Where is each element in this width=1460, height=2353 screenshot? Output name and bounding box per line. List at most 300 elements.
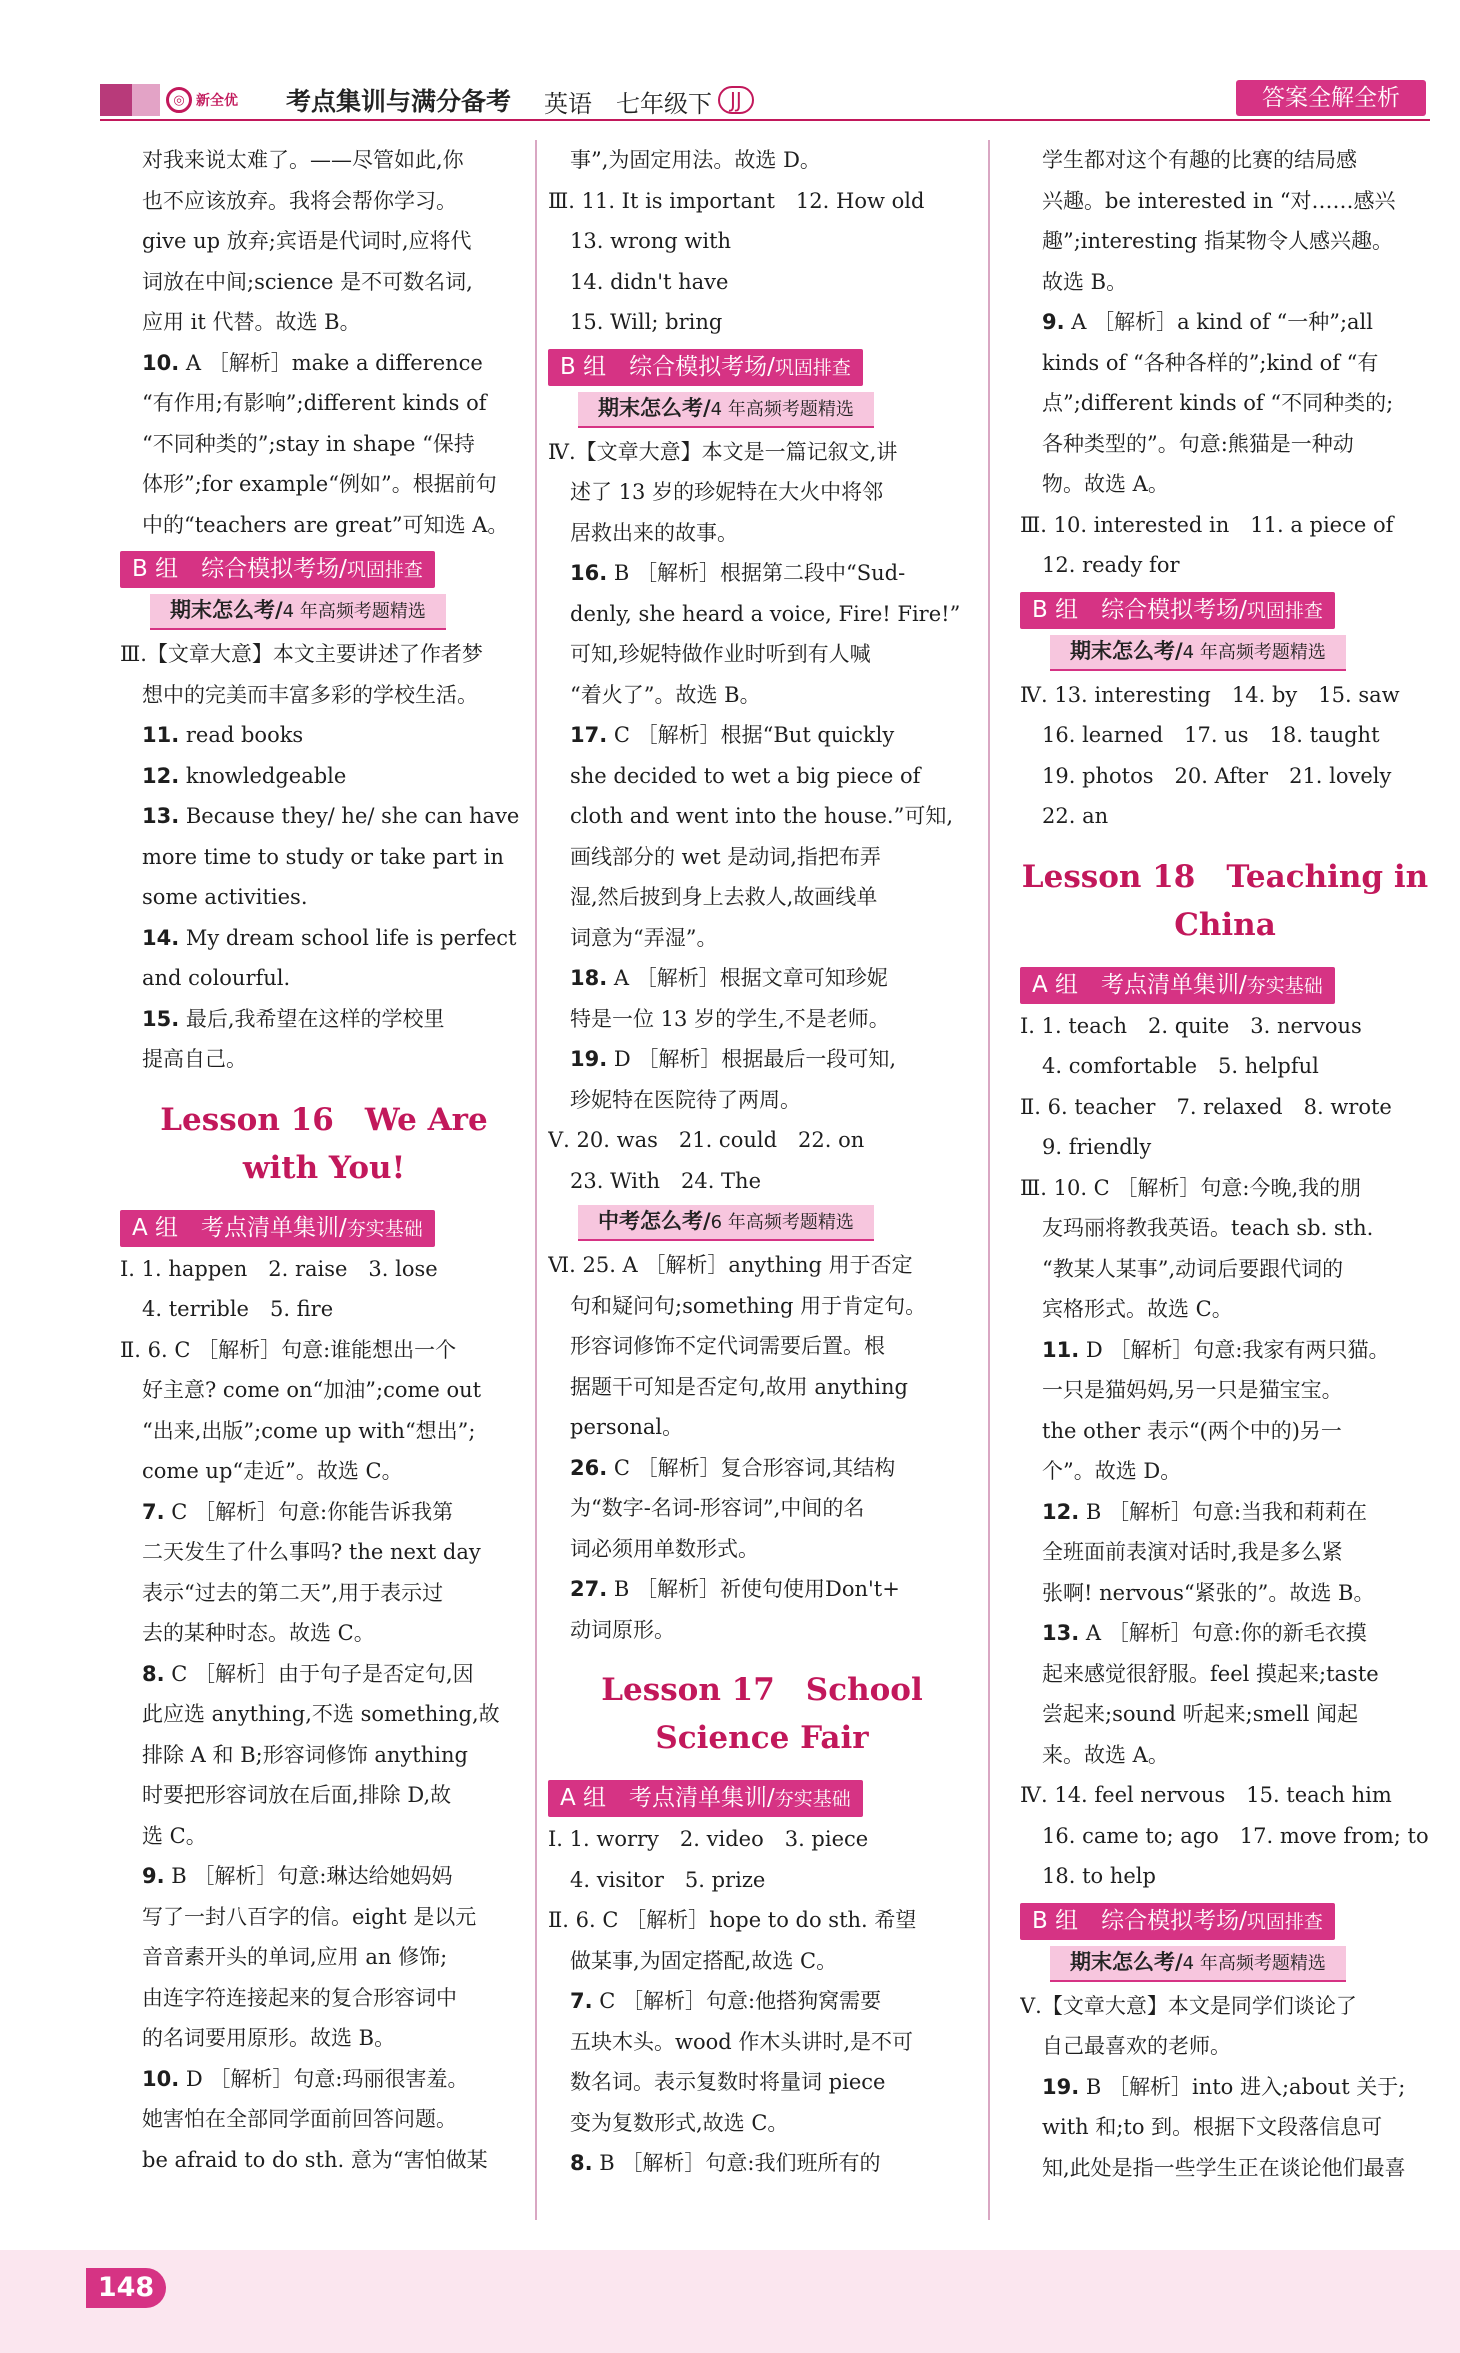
answer-line (548, 1326, 976, 1367)
question-number: 13. (142, 804, 180, 828)
answer-line (120, 877, 528, 918)
edition-badge: JJ (718, 86, 754, 114)
group-heading-tag: 夯实基础 (774, 1788, 851, 1810)
answer-text: 她害怕在全部同学面前回答问题。 (142, 2107, 457, 2131)
answer-line (120, 262, 528, 303)
answer-section-label: 答案全解全析 (1236, 80, 1426, 116)
answer-line (120, 958, 528, 999)
exam-subheading-row (120, 590, 528, 634)
answer-text: Ⅱ. 6. C ［解析］句意:谁能想出一个 (120, 1337, 457, 1362)
answer-text: 句和疑问句;something 用于肯定句。 (570, 1293, 927, 1318)
answer-text: knowledgeable (179, 763, 347, 788)
answer-line (120, 343, 528, 384)
answer-line (1020, 1735, 1430, 1776)
answer-text: cloth and went into the house.”可知, (570, 804, 954, 828)
group-heading-row (1020, 1897, 1430, 1942)
answer-text: A ［解析］句意:你的新毛衣摸 (1079, 1621, 1367, 1645)
answer-text: “不同种类的”;stay in shape “保持 (142, 431, 475, 456)
answer-text: 4. terrible 5. fire (142, 1297, 334, 1321)
question-number: 27. (570, 1577, 608, 1601)
answer-line (548, 1981, 976, 2022)
answer-line (548, 1080, 976, 1121)
answer-line (1020, 2148, 1430, 2189)
question-number: 26. (570, 1455, 608, 1480)
answer-line (120, 1937, 528, 1978)
question-number: 18. (570, 966, 608, 990)
answer-text: 由连字符连接起来的复合形容词中 (142, 1985, 457, 2010)
answer-line (1020, 1613, 1430, 1654)
answer-line (548, 2143, 976, 2184)
group-heading-main: A 组 考点清单集训/ (1032, 971, 1247, 998)
header-rule (100, 119, 1430, 121)
answer-text: 9. friendly (1042, 1135, 1152, 1159)
question-number: 19. (570, 1047, 608, 1071)
answer-text: Ⅲ.【文章大意】本文主要讲述了作者梦 (120, 642, 483, 666)
answer-line (1020, 1087, 1430, 1128)
exam-subheading-tag: 4 年高频考题精选 (1182, 641, 1326, 663)
answer-text: 音音素开头的单词,应用 an 修饰; (142, 1945, 448, 1969)
answer-text: Because they/ he/ she can have (179, 804, 520, 828)
answer-line (120, 1897, 528, 1938)
exam-subheading (150, 594, 446, 630)
answer-text: 体形”;for example“例如”。根据前句 (142, 472, 497, 496)
subject-label: 英语 (544, 90, 592, 118)
answer-text: C ［解析］复合形容词,其结构 (607, 1455, 896, 1480)
answer-line (548, 918, 976, 959)
answer-text: be afraid to do sth. 意为“害怕做某 (142, 2147, 488, 2172)
answer-text: B ［解析］句意:琳达给她妈妈 (164, 1864, 453, 1888)
answer-line (1020, 2067, 1430, 2108)
group-heading-tag: 夯实基础 (346, 1217, 423, 1240)
answer-text: 兴趣。be interested in “对……感兴 (1042, 188, 1396, 213)
answer-text: 动词原形。 (570, 1617, 675, 1642)
question-number: 11. (1042, 1337, 1080, 1362)
answer-line (548, 675, 976, 716)
answer-text: Ⅲ. 11. It is important 12. How old (548, 188, 925, 213)
answer-line (120, 1330, 528, 1371)
answer-text: 变为复数形式,故选 C。 (570, 2110, 789, 2135)
answer-text: 学生都对这个有趣的比赛的结局感 (1042, 148, 1357, 172)
answer-line (1020, 343, 1430, 384)
answer-text: 做某事,为固定搭配,故选 C。 (570, 1948, 838, 1973)
answer-text: Ⅲ. 10. C ［解析］句意:今晚,我的朋 (1020, 1175, 1362, 1200)
header-color-strip-light (132, 84, 160, 116)
answer-text: D ［解析］句意:玛丽很害羞。 (179, 2066, 469, 2091)
answer-line (1020, 140, 1430, 181)
answer-line (1020, 302, 1430, 343)
question-number: 14. (142, 925, 180, 950)
answer-text: 知,此处是指一些学生正在谈论他们最喜 (1042, 2155, 1406, 2180)
answer-line (548, 432, 976, 473)
answer-line (120, 1451, 528, 1492)
answer-text: 4. visitor 5. prize (570, 1867, 766, 1892)
answer-line (548, 877, 976, 918)
answer-line (1020, 1775, 1430, 1816)
group-heading-tag: 巩固排查 (774, 356, 851, 379)
answer-text: 为“数字-名词-形容词”,中间的名 (570, 1496, 865, 1520)
answer-text: A ［解析］make a difference (179, 350, 483, 375)
answer-line (120, 1289, 528, 1330)
exam-subheading (578, 1205, 874, 1241)
answer-text: read books (179, 723, 304, 747)
answer-text: Ⅳ. 13. interesting 14. by 15. saw (1020, 682, 1400, 707)
answer-text: Ⅴ.【文章大意】本文是同学们谈论了 (1020, 1993, 1357, 2018)
answer-text: 居救出来的故事。 (570, 520, 738, 545)
answer-line (1020, 1330, 1430, 1371)
answer-text: Ⅱ. 6. teacher 7. relaxed 8. wrote (1020, 1094, 1392, 1119)
answer-text: 个”。故选 D。 (1042, 1459, 1182, 1483)
question-number: 10. (142, 2066, 180, 2091)
group-heading (548, 1780, 863, 1817)
answer-text: some activities. (142, 885, 308, 909)
answer-line (120, 1492, 528, 1533)
answer-text: 湿,然后披到身上去救人,故画线单 (570, 885, 878, 909)
answer-line (548, 1610, 976, 1651)
answer-text: “有作用;有影响”;different kinds of (142, 391, 487, 415)
page-header (0, 0, 1460, 130)
answer-line (120, 2018, 528, 2059)
answer-line (1020, 1046, 1430, 1087)
answer-line (1020, 1532, 1430, 1573)
answer-line (548, 2022, 976, 2063)
group-heading-row (1020, 961, 1430, 1006)
group-heading (120, 1210, 435, 1247)
answer-line (548, 472, 976, 513)
answer-text: 宾格形式。故选 C。 (1042, 1297, 1233, 1321)
answer-line (548, 181, 976, 222)
answer-line (120, 505, 528, 546)
answer-line (1020, 1006, 1430, 1047)
question-number: 8. (142, 1661, 165, 1686)
answer-text: 五块木头。wood 作木头讲时,是不可 (570, 2029, 914, 2054)
answer-text: 中的“teachers are great”可知选 A。 (142, 512, 509, 537)
answer-text: B ［解析］句意:当我和莉莉在 (1079, 1499, 1368, 1524)
answer-line (548, 1448, 976, 1489)
group-heading-main: B 组 综合模拟考场/ (560, 353, 775, 380)
answer-line (1020, 1986, 1430, 2027)
answer-line (1020, 505, 1430, 546)
answer-text: give up 放弃;宾语是代词时,应将代 (142, 229, 472, 253)
answer-line (1020, 545, 1430, 586)
answer-line (548, 1286, 976, 1327)
answer-line (548, 1161, 976, 1202)
answer-line (120, 715, 528, 756)
answer-line (120, 1694, 528, 1735)
answer-text: Ⅲ. 10. interested in 11. a piece of (1020, 512, 1394, 537)
group-heading (548, 349, 863, 386)
answer-text: C ［解析］句意:你能告诉我第 (164, 1499, 454, 1524)
answer-text: 4. comfortable 5. helpful (1042, 1054, 1319, 1078)
answer-text: 事”,为固定用法。故选 D。 (570, 148, 821, 172)
answer-line (120, 1039, 528, 1080)
column-divider (535, 140, 537, 2220)
answer-text: 据题干可知是否定句,故用 anything (570, 1374, 908, 1399)
answer-text: A ［解析］a kind of “一种”;all (1064, 310, 1373, 334)
exam-subheading-main: 期末怎么考/ (1070, 638, 1183, 663)
answer-line (120, 383, 528, 424)
answer-line (548, 221, 976, 262)
answer-text: kinds of “各种各样的”;kind of “有 (1042, 350, 1379, 375)
answer-text: A ［解析］根据文章可知珍妮 (607, 966, 888, 990)
answer-line (548, 1039, 976, 1080)
answer-text: with 和;to 到。根据下文段落信息可 (1042, 2115, 1383, 2139)
answer-text: C ［解析］句意:他搭狗窝需要 (592, 1989, 882, 2013)
answer-line (1020, 1492, 1430, 1533)
answer-line (1020, 181, 1430, 222)
answer-line (548, 756, 976, 797)
answer-line (548, 1488, 976, 1529)
answer-text: 最后,我希望在这样的学校里 (179, 1006, 445, 1031)
answer-line (548, 262, 976, 303)
answer-text: 提高自己。 (142, 1047, 247, 1071)
answer-text: 尝起来;sound 听起来;smell 闻起 (1042, 1702, 1358, 1726)
group-heading (1020, 967, 1335, 1004)
answer-line (120, 1613, 528, 1654)
answer-line (120, 140, 528, 181)
group-heading-tag: 巩固排查 (346, 559, 423, 581)
answer-text: 故选 B。 (1042, 269, 1128, 294)
answer-text: 时要把形容词放在后面,排除 D,故 (142, 1783, 452, 1807)
group-heading-main: B 组 综合模拟考场/ (132, 556, 347, 582)
question-number: 13. (1042, 1621, 1080, 1645)
answer-text: B ［解析］根据第二段中“Sud- (607, 561, 906, 585)
answer-text: 友玛丽将教我英语。teach sb. sth. (1042, 1216, 1374, 1240)
page-number: 148 (86, 2268, 166, 2308)
grade-label: 七年级下 (616, 90, 712, 118)
answer-line (120, 999, 528, 1040)
answer-text: 应用 it 代替。故选 B。 (142, 310, 361, 334)
answer-line (1020, 1168, 1430, 1209)
answer-text: 起来感觉很舒服。feel 摸起来;taste (1042, 1661, 1379, 1686)
exam-subheading-tag: 4 年高频考题精选 (710, 398, 854, 420)
answer-line (120, 464, 528, 505)
answer-text: 物。故选 A。 (1042, 472, 1169, 496)
lesson-title: Lesson 18 Teaching in China (1021, 858, 1429, 943)
question-number: 15. (142, 1006, 180, 1031)
answer-line (1020, 424, 1430, 465)
answer-line (548, 1860, 976, 1901)
answer-text: C ［解析］根据“But quickly (607, 723, 895, 747)
answer-text: “出来,出版”;come up with“想出”; (142, 1418, 476, 1443)
answer-text: 形容词修饰不定代词需要后置。根 (570, 1334, 885, 1358)
question-number: 10. (142, 350, 180, 375)
answer-text: personal。 (570, 1415, 684, 1439)
exam-subheading-main: 期末怎么考/ (170, 598, 283, 622)
answer-text: Ⅰ. 1. happen 2. raise 3. lose (120, 1256, 438, 1281)
answer-line (1020, 221, 1430, 262)
answer-line (548, 796, 976, 837)
group-heading-main: B 组 综合模拟考场/ (1032, 1907, 1247, 1934)
answer-line (548, 999, 976, 1040)
answer-text: 选 C。 (142, 1823, 207, 1848)
answer-text: come up“走近”。故选 C。 (142, 1459, 403, 1483)
group-heading-row (120, 545, 528, 590)
answer-line (548, 837, 976, 878)
answer-text: 词意为“弄湿”。 (570, 925, 718, 950)
answer-text: Ⅴ. 20. was 21. could 22. on (548, 1128, 865, 1152)
answer-line (1020, 1694, 1430, 1735)
answer-text: 写了一封八百字的信。eight 是以元 (142, 1904, 477, 1929)
group-heading (1020, 1903, 1335, 1940)
answer-text: 的名词要用原形。故选 B。 (142, 2026, 396, 2050)
answer-text: 全班面前表演对话时,我是多么紧 (1042, 1540, 1343, 1564)
answer-line (1020, 1249, 1430, 1290)
answer-text: 画线部分的 wet 是动词,指把布弄 (570, 844, 881, 869)
answer-text: 14. didn't have (570, 269, 729, 294)
answer-text: Ⅰ. 1. worry 2. video 3. piece (548, 1827, 869, 1851)
answer-line (120, 1532, 528, 1573)
question-number: 16. (570, 561, 608, 585)
answer-text: more time to study or take part in (142, 844, 504, 869)
exam-subheading-row (1020, 631, 1430, 675)
answer-column-middle (548, 140, 976, 2184)
answer-text: My dream school life is perfect (179, 925, 517, 950)
publisher-logo (166, 84, 238, 116)
answer-text: 好主意? come on“加油”;come out (142, 1378, 482, 1402)
answer-line (548, 1569, 976, 1610)
question-number: 12. (142, 763, 180, 788)
answer-text: 各种类型的”。句意:熊猫是一种动 (1042, 431, 1354, 456)
answer-text: 去的某种时态。故选 C。 (142, 1621, 375, 1645)
group-heading-row (120, 1204, 528, 1249)
group-heading (120, 551, 435, 588)
exam-subheading-row (548, 388, 976, 432)
answer-line (1020, 715, 1430, 756)
answer-line (120, 2099, 528, 2140)
exam-subheading-row (548, 1201, 976, 1245)
answer-line (1020, 1208, 1430, 1249)
answer-line (120, 1249, 528, 1290)
answer-line (1020, 1411, 1430, 1452)
answer-text: 一只是猫妈妈,另一只是猫宝宝。 (1042, 1378, 1343, 1402)
answer-line (1020, 1370, 1430, 1411)
answer-line (120, 1573, 528, 1614)
footer-band (0, 2250, 1460, 2353)
answer-line (120, 1978, 528, 2019)
answer-text: denly, she heard a voice, Fire! Fire!” (570, 601, 961, 626)
group-heading-main: A 组 考点清单集训/ (560, 1785, 775, 1811)
answer-text: 此应选 anything,不选 something,故 (142, 1702, 500, 1726)
answer-line (1020, 1654, 1430, 1695)
answer-text: 对我来说太难了。——尽管如此,你 (142, 148, 464, 172)
answer-text: 特是一位 13 岁的学生,不是老师。 (570, 1006, 890, 1031)
answer-line (120, 756, 528, 797)
answer-text: 排除 A 和 B;形容词修饰 anything (142, 1742, 468, 1767)
answer-text: 19. photos 20. After 21. lovely (1042, 763, 1392, 788)
question-number: 9. (142, 1864, 165, 1888)
exam-subheading (1050, 1946, 1346, 1982)
answer-text: and colourful. (142, 966, 291, 990)
answer-text: 二天发生了什么事吗? the next day (142, 1540, 481, 1564)
answer-text: C ［解析］由于句子是否定句,因 (164, 1661, 474, 1686)
answer-line (120, 1370, 528, 1411)
answer-column-right (1020, 140, 1430, 2188)
question-number: 17. (570, 723, 608, 747)
answer-text: 12. ready for (1042, 553, 1180, 577)
answer-line (548, 2103, 976, 2144)
question-number: 7. (142, 1499, 165, 1524)
book-title: 考点集训与满分备考 (286, 87, 512, 116)
answer-line (120, 302, 528, 343)
answer-line (120, 1775, 528, 1816)
exam-subheading-main: 期末怎么考/ (598, 395, 711, 420)
answer-text: 表示“过去的第二天”,用于表示过 (142, 1580, 444, 1605)
answer-line (548, 1900, 976, 1941)
answer-text: Ⅳ. 14. feel nervous 15. teach him (1020, 1783, 1392, 1807)
exam-subheading (1050, 635, 1346, 671)
lesson-title: Lesson 17 School Science Fair (601, 1672, 923, 1756)
answer-line (1020, 1289, 1430, 1330)
answer-line (1020, 675, 1430, 716)
group-heading-tag: 巩固排查 (1246, 1910, 1323, 1933)
group-heading-tag: 巩固排查 (1246, 599, 1323, 622)
answer-text: the other 表示“(两个中的)另一 (1042, 1418, 1342, 1443)
answer-line (120, 1654, 528, 1695)
group-heading-main: A 组 考点清单集训/ (132, 1214, 347, 1241)
answer-line (120, 675, 528, 716)
answer-line (1020, 796, 1430, 837)
answer-text: Ⅳ.【文章大意】本文是一篇记叙文,讲 (548, 439, 898, 464)
answer-line (120, 2059, 528, 2100)
answer-line (548, 1120, 976, 1161)
question-number: 11. (142, 723, 180, 747)
exam-subheading-main: 中考怎么考/ (598, 1209, 711, 1233)
answer-line (548, 1529, 976, 1570)
answer-line (120, 2140, 528, 2181)
answer-text: 述了 13 岁的珍妮特在大火中将邻 (570, 480, 884, 504)
answer-text: 16. came to; ago 17. move from; to (1042, 1823, 1429, 1848)
answer-line (120, 1411, 528, 1452)
answer-line (548, 140, 976, 181)
answer-line (1020, 2107, 1430, 2148)
answer-text: Ⅰ. 1. teach 2. quite 3. nervous (1020, 1013, 1362, 1038)
question-number: 9. (1042, 310, 1065, 334)
answer-text: 13. wrong with (570, 229, 732, 253)
answer-line (120, 1856, 528, 1897)
answer-text: “着火了”。故选 B。 (570, 682, 761, 707)
answer-line (548, 513, 976, 554)
answer-line (1020, 464, 1430, 505)
group-heading-main: B 组 综合模拟考场/ (1032, 596, 1247, 623)
answer-text: 18. to help (1042, 1864, 1156, 1888)
answer-line (120, 181, 528, 222)
answer-text: Ⅵ. 25. A ［解析］anything 用于否定 (548, 1253, 913, 1277)
logo-text: 新全优 (196, 93, 238, 109)
answer-line (548, 715, 976, 756)
answer-line (548, 1407, 976, 1448)
answer-text: 22. an (1042, 804, 1109, 828)
lesson-title: Lesson 16 We Are with You! (160, 1101, 488, 1186)
answer-line (548, 958, 976, 999)
question-number: 19. (1042, 2074, 1080, 2099)
answer-text: 23. With 24. The (570, 1168, 761, 1193)
answer-line (1020, 2026, 1430, 2067)
answer-line (1020, 1816, 1430, 1857)
column-divider (988, 140, 990, 2220)
answer-text: 也不应该放弃。我将会帮你学习。 (142, 188, 457, 213)
exam-subheading-tag: 4 年高频考题精选 (1182, 1952, 1326, 1974)
answer-line (548, 553, 976, 594)
answer-text: D ［解析］句意:我家有两只猫。 (1079, 1337, 1390, 1362)
answer-line (120, 796, 528, 837)
answer-text: 自己最喜欢的老师。 (1042, 2034, 1231, 2058)
answer-line (120, 1816, 528, 1857)
answer-line (1020, 756, 1430, 797)
answer-text: 张啊! nervous“紧张的”。故选 B。 (1042, 1580, 1375, 1605)
group-heading-row (1020, 586, 1430, 631)
answer-line (120, 918, 528, 959)
answer-text: B ［解析］句意:我们班所有的 (592, 2151, 881, 2175)
